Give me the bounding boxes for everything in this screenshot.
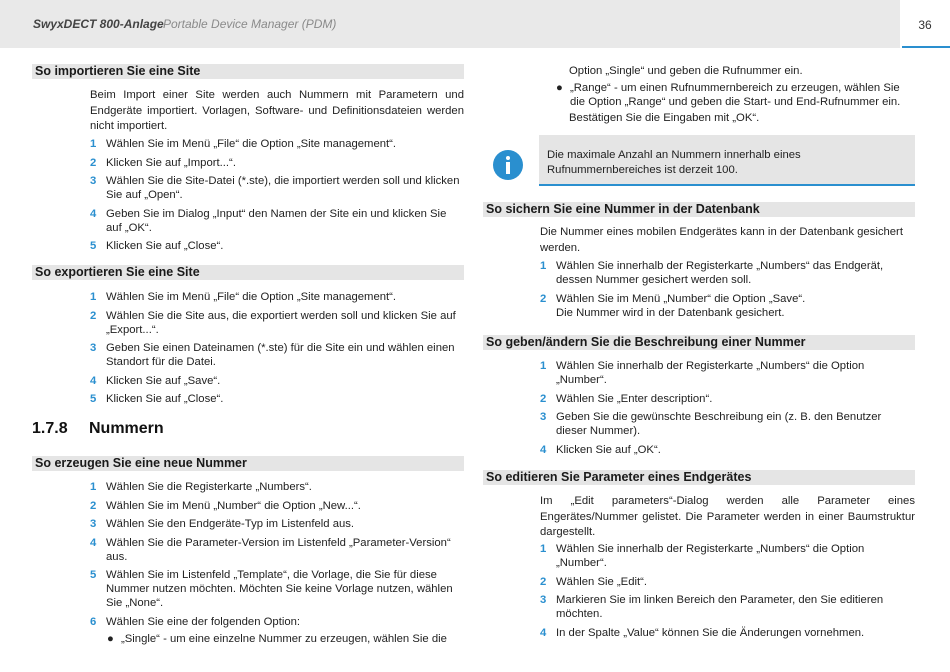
list-item: 3 Geben Sie die gewünschte Beschreibung ein (z. B. den Benutzer dieser Nummer). — [540, 411, 882, 437]
list-item: 6 Wählen Sie eine der folgenden Option: ● „Single“ - um eine einzelne Nummer zu erzeugen, wählen Sie die — [90, 615, 464, 646]
note-text: Die maximale Anzahl an Nummern innerhalb eines Rufnummernbereiches ist derzeit 100. — [547, 149, 801, 176]
bullet-item: ● „Single“ - um eine einzelne Nummer zu erzeugen, wählen Sie die — [107, 632, 447, 645]
product-name: SwyxDECT 800-Anlage — [33, 17, 164, 31]
new-number-steps — [90, 480, 464, 650]
section-heading-import: So importieren Sie eine Site — [32, 64, 464, 79]
list-item: 2 Wählen Sie „Edit“. — [540, 575, 648, 588]
list-item: 4 Geben Sie im Dialog „Input“ den Namen der Site ein und klicken Sie auf „OK“. — [90, 207, 447, 234]
page-number-underline — [902, 46, 950, 48]
list-item: 1 Wählen Sie innerhalb der Registerkarte „Numbers“ die Option „Number“. — [540, 543, 865, 569]
section-number: 1.7.8 — [32, 420, 68, 437]
edit-intro: Im „Edit parameters“-Dialog werden alle Parameter eines Engerätes/Nummer gelistet. Die Parameter werden in einer Baumstruktur dargestellt. — [540, 495, 915, 538]
list-item: 4 Wählen Sie die Parameter-Version im Listenfeld „Parameter-Version“ aus. — [90, 536, 451, 563]
section-heading-edit: So editieren Sie Parameter eines Endgerätes — [483, 470, 915, 485]
import-steps — [90, 137, 464, 258]
export-steps — [90, 290, 464, 411]
save-steps — [540, 259, 915, 320]
list-item: 2 Klicken Sie auf „Import...“. — [90, 156, 236, 169]
import-intro: Beim Import einer Site werden auch Nummern mit Parametern und Endgeräte importiert. Vorlagen, Software- und Definitionsdateien werden nicht importiert. — [90, 89, 464, 132]
list-item: 1 Wählen Sie innerhalb der Registerkarte „Numbers“ die Option „Number“. — [540, 360, 865, 386]
list-item: 3 Wählen Sie den Endgeräte-Typ im Listenfeld aus. — [90, 518, 355, 530]
list-item: 1 Wählen Sie innerhalb der Registerkarte „Numbers“ das Endgerät, dessen Nummer gesichert werden soll. — [540, 260, 884, 286]
list-item: 2 Wählen Sie „Enter description“. — [540, 392, 713, 405]
page-header — [0, 0, 900, 48]
list-item: 1 Wählen Sie im Menü „File“ die Option „Site management“. — [90, 291, 397, 303]
list-item: 5 Klicken Sie auf „Close“. — [90, 393, 224, 405]
list-item: 2 Wählen Sie die Site aus, die exportiert werden soll und klicken Sie auf „Export...“. — [90, 309, 456, 336]
section-name: Nummern — [89, 420, 164, 437]
description-steps — [540, 359, 915, 461]
section-heading-export: So exportieren Sie eine Site — [32, 265, 464, 280]
list-item: 5 Klicken Sie auf „Close“. — [90, 240, 224, 252]
list-item: 3 Markieren Sie im linken Bereich den Parameter, den Sie editieren möchten. — [540, 594, 884, 620]
list-item: 4 In der Spalte „Value“ können Sie die Änderungen vornehmen. — [540, 626, 865, 639]
note-box — [539, 135, 915, 186]
list-item: 2 Wählen Sie im Menü „Number“ die Option „Save“. Die Nummer wird in der Datenbank gesichert. — [540, 292, 806, 319]
section-heading-new-number: So erzeugen Sie eine neue Nummer — [32, 456, 464, 471]
save-intro: Die Nummer eines mobilen Endgerätes kann in der Datenbank gesichert werden. — [540, 226, 903, 254]
list-item: 1 Wählen Sie im Menü „File“ die Option „Site management“. — [90, 138, 397, 150]
bullet-continuation: Option „Single“ und geben die Rufnummer ein. — [569, 65, 803, 77]
list-item: 3 Wählen Sie die Site-Datei (*.ste), die importiert werden soll und klicken Sie auf „Open“. — [90, 175, 460, 201]
list-item: 2 Wählen Sie im Menü „Number“ die Option „New...“. — [90, 499, 361, 512]
list-item: 5 Wählen Sie im Listenfeld „Template“, die Vorlage, die Sie für diese Nummer nutzen möchten. Möchten Sie keine Vorlage nutzen, wählen Sie „None“. — [90, 569, 453, 609]
info-icon — [493, 150, 523, 180]
bullet-item: ● „Range“ - um einen Rufnummernbereich zu erzeugen, wählen Sie die Option „Range“ und geben die Start- und End-Rufnummer ein. — [556, 82, 901, 108]
list-item: 1 Wählen Sie die Registerkarte „Numbers“. — [90, 481, 312, 493]
section-title — [32, 420, 164, 438]
edit-steps — [540, 542, 915, 644]
list-item: 4 Klicken Sie auf „OK“. — [540, 443, 661, 456]
list-item: 4 Klicken Sie auf „Save“. — [90, 374, 221, 387]
list-item: 3 Geben Sie einen Dateinamen (*.ste) für die Site ein und wählen einen Standort für die Datei. — [90, 342, 455, 368]
document-subtitle: Portable Device Manager (PDM) — [163, 17, 337, 31]
confirm-text: Bestätigen Sie die Eingaben mit „OK“. — [569, 112, 760, 124]
section-heading-save: So sichern Sie eine Nummer in der Datenbank — [483, 202, 915, 217]
section-heading-description: So geben/ändern Sie die Beschreibung einer Nummer — [483, 335, 915, 350]
page-number: 36 — [918, 18, 932, 32]
